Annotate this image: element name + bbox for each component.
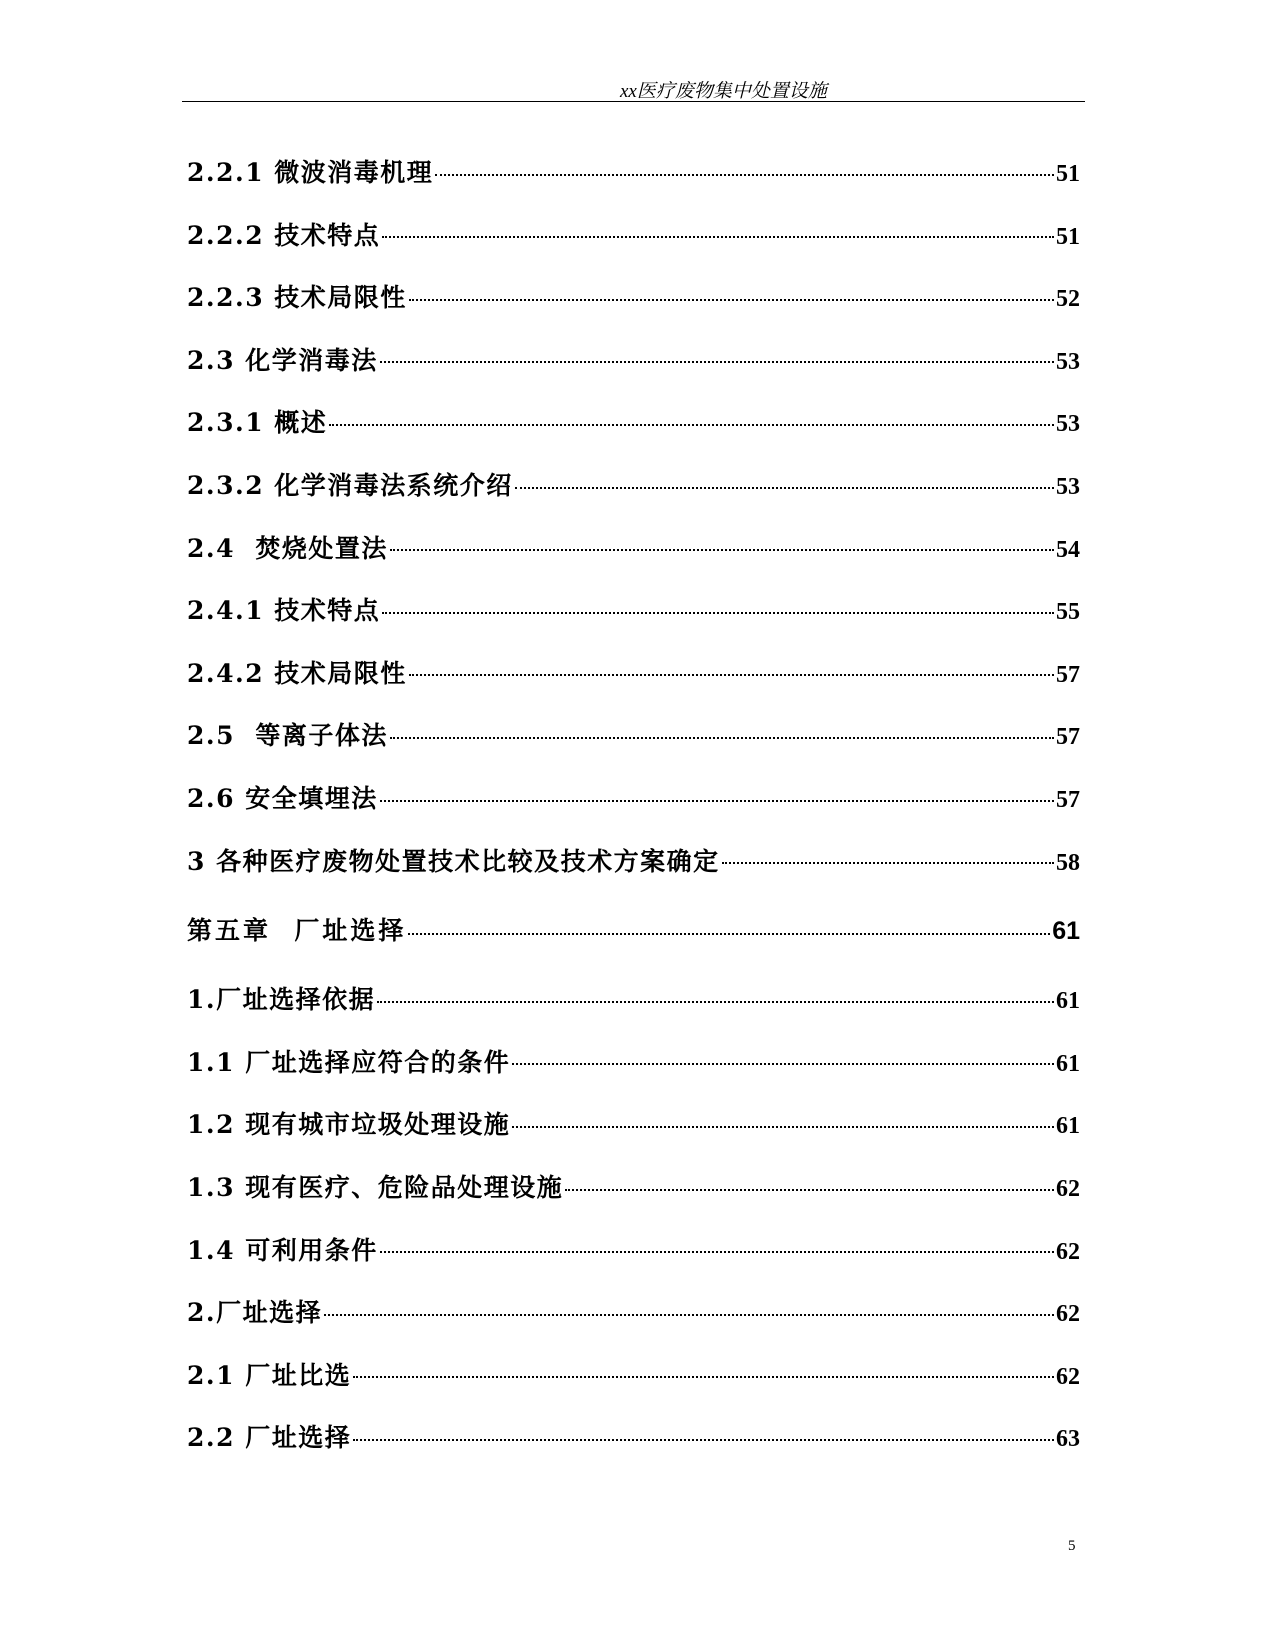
toc-entry-label: 2.2.3 技术局限性 [187, 283, 407, 313]
toc-entry-page: 53 [1056, 411, 1080, 438]
toc-dot-leader [353, 1437, 1054, 1441]
toc-entry-label: 1.2 现有城市垃圾处理设施 [187, 1110, 511, 1140]
toc-entry-page: 63 [1056, 1426, 1080, 1453]
toc-entry[interactable] [187, 643, 1080, 706]
table-of-contents [187, 142, 1080, 1470]
toc-entry-page: 57 [1056, 786, 1080, 813]
toc-entry-label: 2.3.2 化学消毒法系统介绍 [187, 470, 513, 500]
toc-dot-leader [324, 1312, 1054, 1316]
toc-entry-label: 2.4.2 技术局限性 [187, 658, 407, 688]
toc-dot-leader [722, 860, 1054, 864]
toc-entry-label: 2.4.1 技术特点 [187, 596, 381, 626]
toc-dot-leader [512, 1061, 1054, 1065]
toc-entry-page: 51 [1056, 223, 1080, 250]
toc-dot-leader [565, 1187, 1054, 1191]
toc-entry[interactable] [187, 142, 1080, 205]
toc-entry-page: 61 [1056, 1050, 1080, 1077]
toc-entry[interactable] [187, 330, 1080, 393]
toc-entry-page: 53 [1056, 348, 1080, 375]
toc-entry[interactable] [187, 1220, 1080, 1283]
toc-entry[interactable] [187, 1094, 1080, 1157]
toc-entry-label: 2.6 安全填埋法 [187, 783, 378, 813]
toc-entry-label: 2.1 厂址比选 [187, 1360, 352, 1390]
toc-dot-leader [382, 234, 1054, 238]
toc-entry-page: 62 [1056, 1363, 1080, 1390]
toc-entry-page: 58 [1056, 849, 1080, 876]
toc-dot-leader [409, 297, 1054, 301]
toc-entry[interactable] [187, 455, 1080, 518]
toc-entry-page: 62 [1056, 1301, 1080, 1328]
toc-dot-leader [380, 798, 1054, 802]
header-divider [182, 101, 1085, 102]
toc-entry-label: 1.4 可利用条件 [187, 1235, 378, 1265]
toc-entry-page: 61 [1052, 917, 1080, 946]
toc-entry[interactable] [187, 969, 1080, 1032]
document-header-title: xx医疗废物集中处置设施 [620, 81, 827, 102]
toc-dot-leader [512, 1124, 1054, 1128]
toc-entry-page: 52 [1056, 286, 1080, 313]
toc-dot-leader [353, 1374, 1054, 1378]
toc-entry-label: 2.2.2 技术特点 [187, 220, 381, 250]
toc-entry-page: 57 [1056, 724, 1080, 751]
toc-entry[interactable] [187, 831, 1080, 894]
toc-dot-leader [409, 672, 1054, 676]
toc-entry[interactable] [187, 1345, 1080, 1408]
toc-entry[interactable] [187, 267, 1080, 330]
toc-entry-label: 1.厂址选择依据 [187, 985, 376, 1015]
toc-dot-leader [377, 999, 1054, 1003]
toc-entry[interactable] [187, 705, 1080, 768]
toc-dot-leader [408, 931, 1050, 935]
toc-entry-label: 第五章 厂址选择 [187, 916, 407, 946]
toc-dot-leader [390, 735, 1054, 739]
toc-entry-page: 62 [1056, 1175, 1080, 1202]
toc-entry-page: 51 [1056, 161, 1080, 187]
toc-entry-page: 53 [1056, 473, 1080, 500]
toc-entry[interactable] [187, 518, 1080, 581]
toc-entry-page: 62 [1056, 1238, 1080, 1265]
toc-entry-label: 1.1 厂址选择应符合的条件 [187, 1047, 511, 1077]
toc-entry[interactable] [187, 205, 1080, 268]
toc-entry-label: 2.4 焚烧处置法 [187, 533, 388, 563]
toc-dot-leader [435, 172, 1054, 176]
toc-entry-label: 2.3.1 概述 [187, 408, 328, 438]
toc-chapter-entry[interactable] [187, 893, 1080, 969]
toc-entry[interactable] [187, 1282, 1080, 1345]
toc-dot-leader [329, 422, 1054, 426]
toc-entry-page: 61 [1056, 988, 1080, 1015]
toc-entry[interactable] [187, 1157, 1080, 1220]
toc-dot-leader [380, 1249, 1054, 1253]
toc-dot-leader [380, 359, 1054, 363]
toc-entry-label: 1.3 现有医疗、危险品处理设施 [187, 1172, 564, 1202]
toc-entry[interactable] [187, 1407, 1080, 1470]
toc-entry[interactable] [187, 1032, 1080, 1095]
toc-entry[interactable] [187, 392, 1080, 455]
toc-entry[interactable] [187, 580, 1080, 643]
page-number: 5 [1068, 1538, 1076, 1554]
toc-dot-leader [515, 485, 1054, 489]
toc-entry-page: 61 [1056, 1113, 1080, 1140]
toc-entry-page: 54 [1056, 536, 1080, 563]
toc-dot-leader [390, 547, 1054, 551]
toc-dot-leader [382, 610, 1054, 614]
toc-entry-label: 2.2.1 微波消毒机理 [187, 158, 434, 187]
toc-entry-label: 2.2 厂址选择 [187, 1423, 352, 1453]
toc-entry[interactable] [187, 768, 1080, 831]
toc-entry-label: 2.5 等离子体法 [187, 721, 388, 751]
toc-entry-page: 57 [1056, 661, 1080, 688]
toc-entry-label: 2.3 化学消毒法 [187, 345, 378, 375]
toc-entry-label: 3 各种医疗废物处置技术比较及技术方案确定 [187, 846, 720, 876]
toc-entry-page: 55 [1056, 599, 1080, 626]
toc-entry-label: 2.厂址选择 [187, 1298, 323, 1328]
